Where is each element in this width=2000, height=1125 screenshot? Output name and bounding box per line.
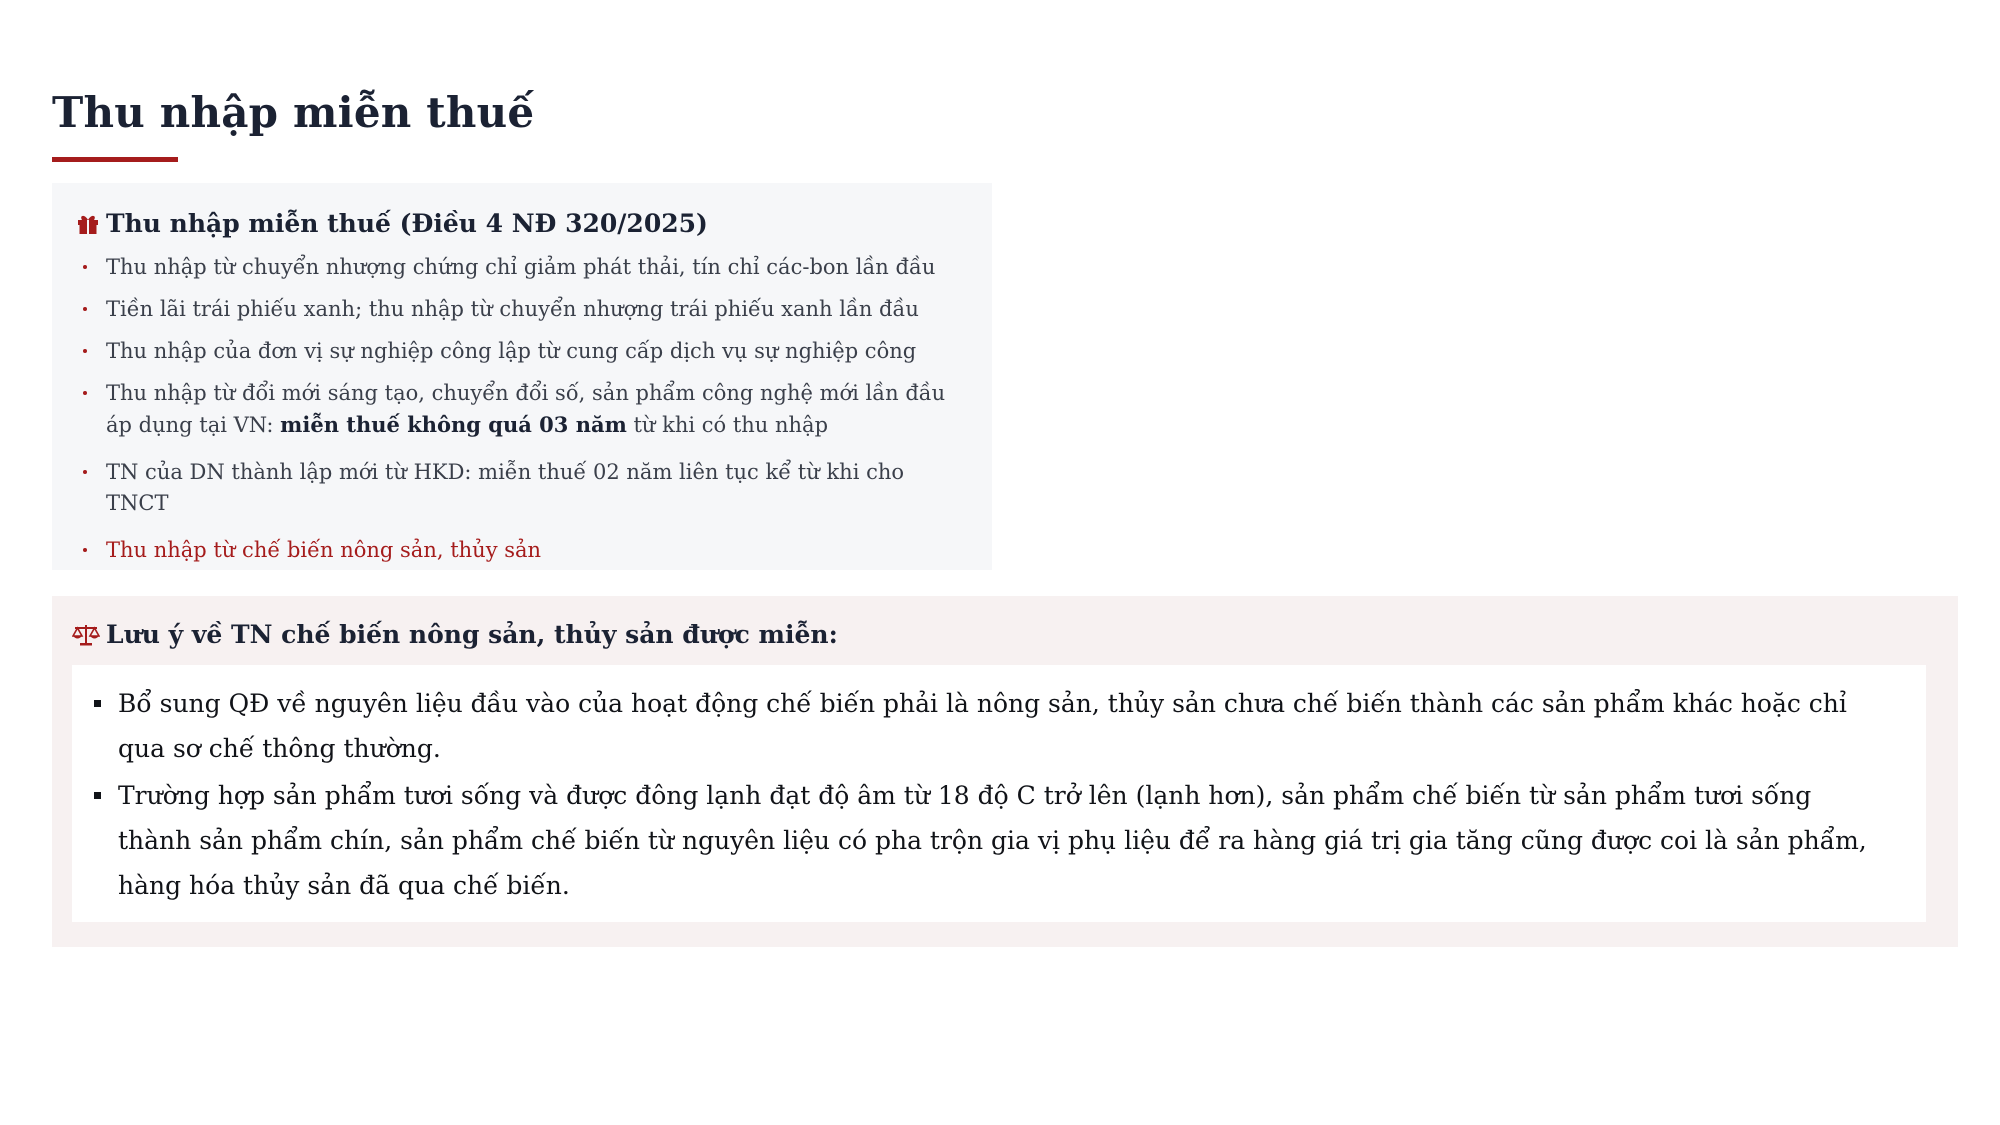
list-item-text: Thu nhập từ chế biến nông sản, thủy sản [106,538,542,562]
list-item [92,773,1886,908]
exempt-card-heading-text: Thu nhập miễn thuế (Điều 4 NĐ 320/2025) [106,209,708,238]
bullet-dot [83,349,87,353]
bullet-dot [83,265,87,269]
list-item-text: Thu nhập của đơn vị sự nghiệp công lập từ cung cấp dịch vụ sự nghiệp công [106,339,917,363]
exempt-income-card [52,183,992,570]
bullet-dot [83,307,87,311]
list-item-text: TN của DN thành lập mới từ HKD: miễn thuế 02 năm liên tục kể từ khi cho TNCT [106,460,905,515]
processing-note-card [52,596,1958,947]
list-item [76,378,968,441]
list-item-text: Tiền lãi trái phiếu xanh; thu nhập từ chuyển nhượng trái phiếu xanh lần đầu [106,297,919,321]
list-item [76,252,968,283]
list-item-text: Trường hợp sản phẩm tươi sống và được đông lạnh đạt độ âm từ 18 độ C trở lên (lạnh hơn), sản phẩm chế biến từ sản phẩm tươi sống thành sản phẩm chín, sản phẩm chế biến từ nguyên liệu có pha trộn gia vị phụ liệu để ra hàng giá trị gia tăng cũng được coi là sản phẩm, hàng hóa thủy sản đã qua chế biến. [118,781,1867,900]
list-item [92,681,1886,771]
bullet-dot [83,548,87,552]
note-list [92,681,1886,908]
list-item-highlight [76,535,968,566]
note-card-heading [72,620,1938,649]
list-item [76,336,968,367]
bullet-dot [83,470,87,474]
list-item-text: Thu nhập từ đổi mới sáng tạo, chuyển đổi số, sản phẩm công nghệ mới lần đầu áp dụng tại VN: [106,381,946,437]
note-content-box [72,665,1926,922]
scale-icon [72,623,100,647]
list-item-text: Bổ sung QĐ về nguyên liệu đầu vào của hoạt động chế biến phải là nông sản, thủy sản chưa chế biến thành các sản phẩm khác hoặc chỉ qua sơ chế thông thường. [118,689,1847,763]
bullet-square [94,700,101,707]
exempt-card-heading [76,209,968,238]
exempt-list [76,252,968,566]
title-underline [52,157,178,162]
list-item-text: từ khi có thu nhập [626,413,829,437]
bullet-square [94,792,101,799]
list-item-bold-text: miễn thuế không quá 03 năm [280,412,627,437]
list-item [76,457,968,519]
page-title: Thu nhập miễn thuế [52,88,535,137]
list-item [76,294,968,325]
note-card-heading-text: Lưu ý về TN chế biến nông sản, thủy sản được miễn: [106,620,838,649]
gift-icon [76,212,100,236]
list-item-text: Thu nhập từ chuyển nhượng chứng chỉ giảm phát thải, tín chỉ các-bon lần đầu [106,255,936,279]
bullet-dot [83,391,87,395]
